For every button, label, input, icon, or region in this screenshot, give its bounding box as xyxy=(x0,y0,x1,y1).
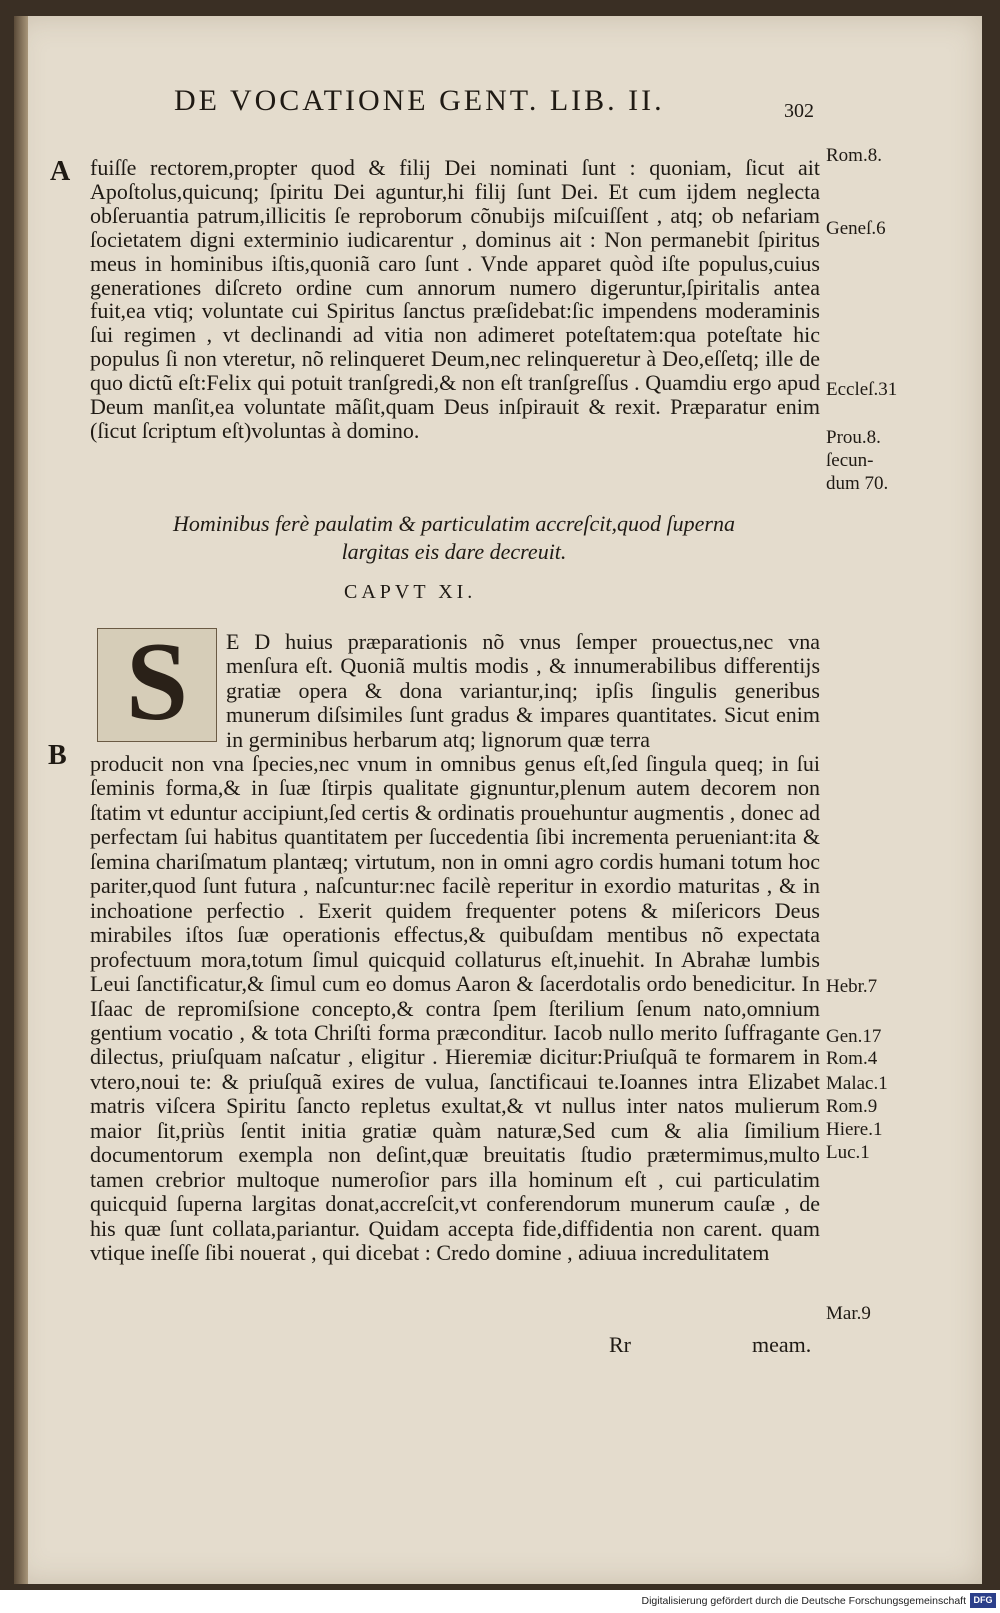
margin-note: Rom.9 xyxy=(826,1096,878,1117)
margin-note: Geneſ.6 xyxy=(826,218,886,239)
signature-mark: Rr xyxy=(609,1332,631,1357)
margin-note: Gen.17 xyxy=(826,1026,882,1047)
running-title: DE VOCATIONE GENT. LIB. II. xyxy=(174,84,665,117)
text-block-a xyxy=(90,156,820,443)
margin-note: Rom.8. xyxy=(826,145,882,166)
footer-bar xyxy=(0,1590,1000,1613)
margin-note: Luc.1 xyxy=(826,1142,870,1163)
paragraph: producit non vna ſpecies,nec vnum in omnibus genus eſt,ſed ſingula queq; in ſui ſeminis forma,& in ſuæ ſtirpis qualitate gignuntur,plenum autem decorem non ſtatim vt eduntur accipiunt,ſed certis & ordinatis prouehuntur augmentis , donec ad perfectam ſui habitus quantitatem per ſuccedentia ſibi incrementa perueniant:ita & ſemina chariſmatum plantæq; virtutum, non in omni agro cordis humani totum hoc pariter,quod ſunt futura , naſcuntur:nec facilè reperitur in exordio maturitas , & in inchoatione perfectio . Exerit quidem frequenter potens & miſericors Deus mirabiles iſtos ſuæ operationis effectus,& quibuſdam mentibus nõ expectata profectuum mora,totum ſimul quicquid collaturus eſt,inuehit. In Abrahæ lumbis Leui ſanctificatur,& ſimul cum eo domus Aaron & ſacerdotalis ordo benedicitur. In Iſaac de repromiſsione concepto,& contra ſpem ſterilium ſenum nato,omnium gentium vocatio , & tota Chriſti forma præconditur. Iacob nullo merito ſuffragante dilectus, priuſquam naſcatur , eligitur . Hieremiæ dicitur:Priuſquã te formarem in vtero,noui te: & priuſquã exires de vulua, ſanctificaui te.Ioannes intra Elizabet matris viſcera Spiritu ſancto repletus exultat,& vt nullus inter natos mulierum maior ſit,priùs ſentit initia gratiæ quàm naturæ,Sed cum & alia ſimilium documentorum exempla non deſint,quæ breuitatis ſtudio prætermimus,multo tamen crebrior multoque numeroſior pars illa hominum eſt , cui particulatim quicquid ſuperna largitas donat,accreſcit,vt conferendorum munerum cauſæ , de his quæ ſunt collata,pariantur. Quidam accepta fide,diffidentia non carent. quam vtique ineſſe ſibi nouerat , qui dicebat : Credo domine , adiuua incredulitatem xyxy=(90,751,820,1266)
dfg-logo: DFG xyxy=(970,1593,996,1608)
book-gutter xyxy=(14,16,28,1584)
text-block-b xyxy=(90,752,820,1266)
margin-note: Prou.8. xyxy=(826,427,881,448)
margin-note: Malac.1 xyxy=(826,1073,888,1094)
section-marker-b: B xyxy=(48,740,67,771)
paragraph: E D huius præparationis nõ vnus ſemper prouectus,nec vna menſura eſt. Quoniã multis modis , & innumerabilibus differentijs gratiæ opera & dona variantur,inq; ipſis ſingulis generibus munerum diſsimiles ſunt gradus & impares quantitates. Sicut enim in germinibus herbarum atq; lignorum quæ terra xyxy=(226,629,820,752)
margin-note: Rom.4 xyxy=(826,1048,878,1069)
paragraph: fuiſſe rectorem,propter quod & filij Dei nominati ſunt : quoniam, ſicut ait Apoſtolus,quicunq; ſpiritu Dei aguntur,hi filij ſunt Dei. Et cum ijdem neglecta obſeruantia patrum,illicitis ſe reproborum cõnubijs miſcuiſſent , atq; ob nefariam ſocietatem digni exterminio iudicarentur , dominus ait : Non permanebit ſpiritus meus in hominibus iſtis,quoniã caro ſunt . Vnde apparet quòd iſte populus,cuius generationes diſcreto ordine cum annorum numero digeruntur,ſpiritalis antea fuit,ea vtiq; voluntate cui Spiritus ſanctus præſidebat:ſic impendens moderaminis ſui regimen , vt declinandi ad vitia non adimeret poteſtatem:qua poteſtate hic populus ſi non vteretur, nõ relinqueret Deum,nec relinqueretur à Deo,eſſetq; ille de quo dictũ eſt:Felix qui potuit tranſgredi,& non eſt tranſgreſſus . Quamdiu ergo apud Deum manſit,ea voluntate mãſit,quam Deus inſpirauit & rexit. Præparatur enim (ſicut ſcriptum eſt)voluntas à domino. xyxy=(90,155,820,443)
section-marker-a: A xyxy=(50,156,71,187)
margin-note: Hebr.7 xyxy=(826,976,878,997)
text-block-b-opening xyxy=(226,630,820,752)
margin-note: Mar.9 xyxy=(826,1303,871,1324)
book-page xyxy=(14,16,982,1584)
page-number: 302 xyxy=(784,100,814,122)
margin-note: dum 70. xyxy=(826,473,889,494)
decorated-initial xyxy=(97,620,217,744)
margin-note: ſecun- xyxy=(826,450,874,471)
margin-note: Hiere.1 xyxy=(826,1119,883,1140)
catchword: meam. xyxy=(752,1332,812,1357)
margin-note: Eccleſ.31 xyxy=(826,379,898,400)
funding-credit: Digitalisierung gefördert durch die Deutsche Forschungsgemeinschaft xyxy=(641,1595,966,1607)
chapter-heading: CAPVT XI. xyxy=(344,581,477,603)
initial-letter: S xyxy=(125,620,189,744)
chapter-summary: Hominibus ferè paulatim & particulatim accreſcit,quod ſuperna largitas eis dare decreuit. xyxy=(173,511,735,564)
